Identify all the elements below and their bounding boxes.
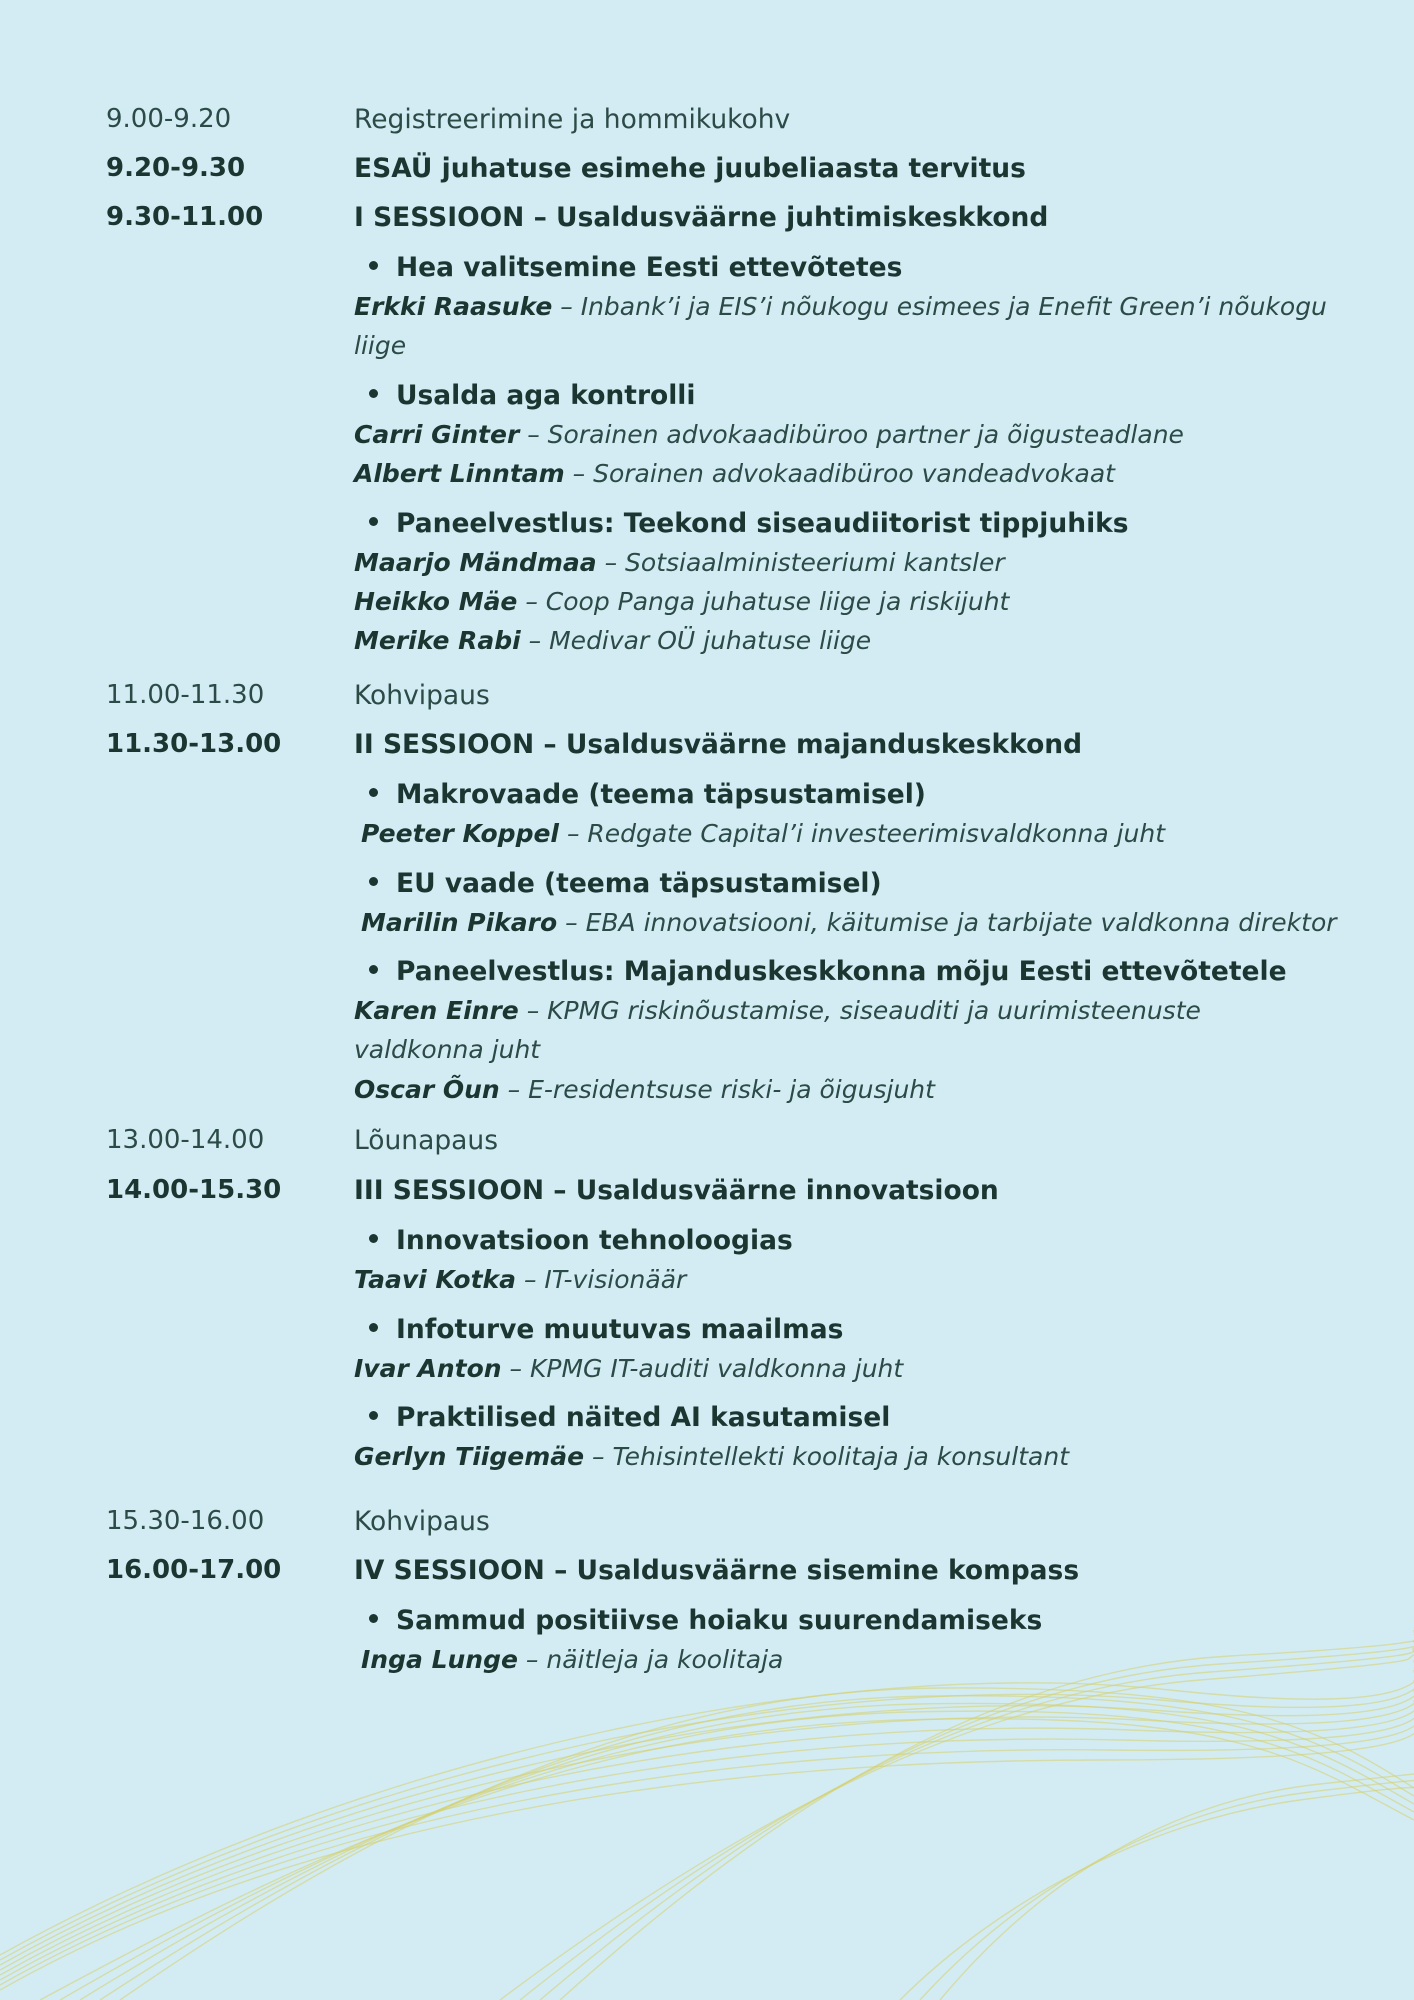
speaker-name: Oscar Õun: [354, 1075, 500, 1104]
time-slot: 11.30-13.00: [106, 729, 282, 759]
speaker-role: – Sorainen advokaadibüroo partner ja õigusteadlane: [519, 420, 1184, 449]
agenda-item-title: Kohvipaus: [354, 1506, 490, 1537]
speaker-name: Albert Linntam: [354, 459, 565, 488]
speaker-role: – Redgate Capital’i investeerimisvaldkonna juht: [559, 819, 1166, 848]
speaker-role: – näitleja ja koolitaja: [517, 1645, 784, 1674]
bullet-icon: [369, 517, 378, 526]
speaker-role: – IT-visionäär: [516, 1265, 687, 1294]
time-slot: 15.30-16.00: [106, 1506, 265, 1536]
speaker-role: – KPMG IT-auditi valdkonna juht: [501, 1354, 904, 1383]
bullet-icon: [369, 1614, 378, 1623]
speaker-role: – E-residentsuse riski- ja õigusjuht: [499, 1075, 935, 1104]
talk-title: Sammud positiivse hoiaku suurendamiseks: [354, 1605, 1042, 1636]
speaker-role: – Sotsiaalministeeriumi kantsler: [596, 548, 1005, 577]
speaker: [354, 996, 1201, 1025]
time-slot: 9.20-9.30: [106, 153, 246, 183]
talk-title: Praktilised näited AI kasutamisel: [354, 1402, 890, 1433]
speaker-name: Peeter Koppel: [361, 819, 559, 848]
talk-title: Innovatsioon tehnoloogias: [354, 1225, 793, 1256]
speaker: [354, 587, 1009, 616]
speaker-name: Merike Rabi: [354, 626, 521, 655]
speaker-role-continued: liige: [354, 331, 407, 360]
speaker-role: – Sorainen advokaadibüroo vandeadvokaat: [564, 459, 1115, 488]
speaker: [354, 292, 1327, 321]
agenda-item-title: Kohvipaus: [354, 680, 490, 711]
talk-title: Hea valitsemine Eesti ettevõtetes: [354, 252, 902, 283]
speaker-name: Erkki Raasuke: [354, 292, 553, 321]
speaker-name: Taavi Kotka: [354, 1265, 517, 1294]
session-title: III SESSIOON – Usaldusväärne innovatsioon: [354, 1175, 999, 1206]
agenda-item-title: Registreerimine ja hommikukohv: [354, 104, 791, 135]
session-title: II SESSIOON – Usaldusväärne majanduskeskkond: [354, 729, 1083, 760]
speaker: [361, 819, 1165, 848]
time-slot: 9.30-11.00: [106, 202, 264, 232]
talk-title: Usalda aga kontrolli: [354, 380, 695, 411]
talk-title: EU vaade (teema täpsustamisel): [354, 868, 882, 899]
talk-title: Infoturve muutuvas maailmas: [354, 1314, 843, 1345]
time-slot: 14.00-15.30: [106, 1175, 282, 1205]
time-slot: 13.00-14.00: [106, 1125, 265, 1155]
time-slot: 9.00-9.20: [106, 104, 232, 134]
speaker-role-continued: valdkonna juht: [354, 1035, 541, 1064]
speaker-role: – EBA innovatsiooni, käitumise ja tarbijate valdkonna direktor: [557, 908, 1337, 937]
speaker-role: – Tehisintellekti koolitaja ja konsultant: [584, 1442, 1069, 1471]
speaker: [354, 420, 1184, 449]
bullet-icon: [369, 965, 378, 974]
agenda-item-title: Lõunapaus: [354, 1125, 499, 1156]
speaker-name: Carri Ginter: [354, 420, 520, 449]
bullet-icon: [369, 877, 378, 886]
speaker: [354, 1442, 1069, 1471]
talk-title: Makrovaade (teema täpsustamisel): [354, 779, 926, 810]
bullet-icon: [369, 1323, 378, 1332]
speaker: [361, 1645, 783, 1674]
agenda-item-title: ESAÜ juhatuse esimehe juubeliaasta tervitus: [354, 153, 1026, 184]
speaker-name: Karen Einre: [354, 996, 519, 1025]
speaker-role: – Inbank’i ja EIS’i nõukogu esimees ja Enefit Green’i nõukogu: [552, 292, 1327, 321]
time-slot: 11.00-11.30: [106, 680, 265, 710]
speaker-name: Maarjo Mändmaa: [354, 548, 597, 577]
speaker-name: Marilin Pikaro: [361, 908, 558, 937]
speaker: [354, 459, 1115, 488]
talk-title: Paneelvestlus: Majanduskeskkonna mõju Eesti ettevõtetele: [354, 956, 1287, 987]
speaker-name: Ivar Anton: [354, 1354, 502, 1383]
speaker: [354, 1354, 903, 1383]
bullet-icon: [369, 389, 378, 398]
bullet-icon: [369, 1234, 378, 1243]
speaker: [354, 1075, 935, 1104]
time-slot: 16.00-17.00: [106, 1555, 282, 1585]
speaker: [354, 1265, 686, 1294]
speaker-name: Heikko Mäe: [354, 587, 518, 616]
bullet-icon: [369, 1411, 378, 1420]
speaker-name: Gerlyn Tiigemäe: [354, 1442, 585, 1471]
session-title: IV SESSIOON – Usaldusväärne sisemine kompass: [354, 1555, 1080, 1586]
speaker: [354, 626, 871, 655]
speaker-name: Inga Lunge: [361, 1645, 518, 1674]
bullet-icon: [369, 261, 378, 270]
speaker-role: – Coop Panga juhatuse liige ja riskijuht: [517, 587, 1010, 616]
talk-title: Paneelvestlus: Teekond siseaudiitorist tippjuhiks: [354, 508, 1129, 539]
speaker-role: – Medivar OÜ juhatuse liige: [520, 626, 872, 655]
speaker: [354, 548, 1005, 577]
speaker: [361, 908, 1337, 937]
speaker-role: – KPMG riskinõustamise, siseauditi ja uurimisteenuste: [518, 996, 1201, 1025]
session-title: I SESSIOON – Usaldusväärne juhtimiskeskkond: [354, 202, 1049, 233]
bullet-icon: [369, 788, 378, 797]
